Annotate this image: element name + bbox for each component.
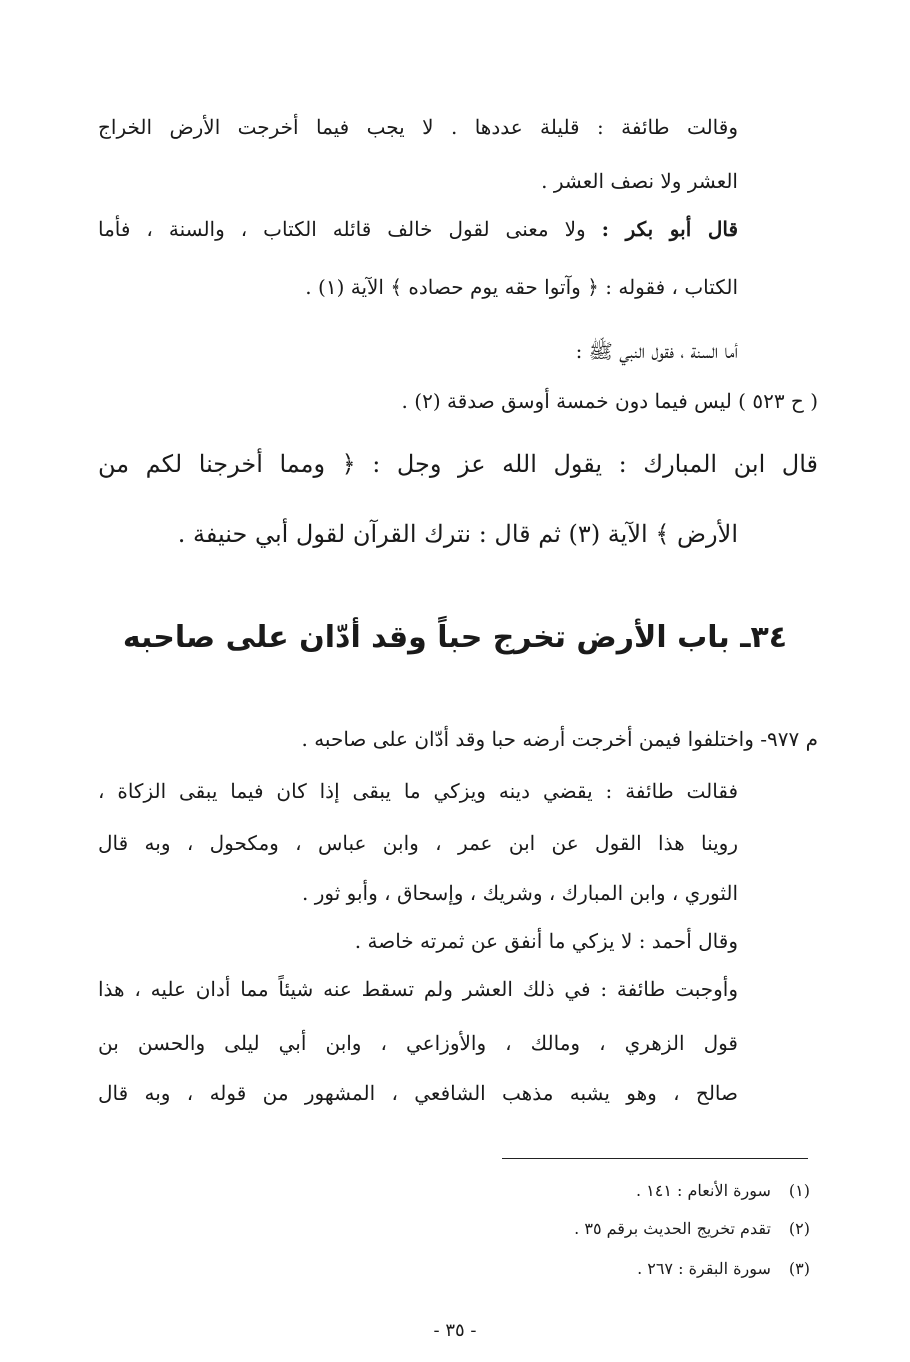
footnote-text: تقدم تخريج الحديث برقم ٣٥ . xyxy=(574,1219,771,1238)
text-line: فقالت طائفة : يقضي دينه ويزكي ما يبقى إذا كان فيما يبقى الزكاة ، xyxy=(98,779,738,803)
text-line: الثوري ، وابن المبارك ، وشريك ، وإسحاق ، وأبو ثور . xyxy=(302,881,738,905)
footnote-number: (١) xyxy=(788,1181,810,1200)
footnote-separator xyxy=(502,1158,808,1159)
abu-bakr-text: ولا معنى لقول خالف قائله الكتاب ، والسنة ، فأما xyxy=(98,217,586,241)
quran-quote-line: قال ابن المبارك : يقول الله عز وجل : ﴿ ومما أخرجنا لكم من xyxy=(98,450,818,478)
text-line-abu-bakr xyxy=(98,214,738,244)
chapter-heading: ٣٤ـ باب الأرض تخرج حباً وقد أدّان على صاحبه xyxy=(122,620,788,655)
page-number: - ٣٥ - xyxy=(433,1320,477,1341)
footnote-item xyxy=(390,1216,810,1242)
text-line: وأوجبت طائفة : في ذلك العشر ولم تسقط عنه شيئاً مما أدان عليه ، هذا xyxy=(98,977,738,1001)
text-line: قول الزهري ، ومالك ، والأوزاعي ، وابن أبي ليلى والحسن بن xyxy=(98,1031,738,1055)
footnote-number: (٣) xyxy=(788,1259,810,1278)
footnote-item xyxy=(390,1256,810,1282)
abu-bakr-label: قال أبو بكر : xyxy=(601,217,739,241)
text-line: الكتاب ، فقوله : ﴿ وآتوا حقه يوم حصاده ﴾ الآية (١) . xyxy=(305,275,738,299)
footnote-item xyxy=(390,1178,810,1204)
footnote-text: سورة البقرة : ٢٦٧ . xyxy=(637,1259,771,1278)
masala-line: م ٩٧٧- واختلفوا فيمن أخرجت أرضه حبا وقد أدّان على صاحبه . xyxy=(301,727,818,751)
footnote-text: سورة الأنعام : ١٤١ . xyxy=(636,1181,771,1200)
text-line: روينا هذا القول عن ابن عمر ، وابن عباس ، ومكحول ، وبه قال xyxy=(98,831,738,855)
quran-quote-line: الأرض ﴾ الآية (٣) ثم قال : نترك القرآن لقول أبي حنيفة . xyxy=(177,520,738,548)
hadith-line: ( ح ٥٢٣ ) ليس فيما دون خمسة أوسق صدقة (٢) . xyxy=(401,389,818,413)
text-line: صالح ، وهو يشبه مذهب الشافعي ، المشهور من قوله ، وبه قال xyxy=(98,1081,738,1105)
footnote-number: (٢) xyxy=(788,1219,810,1238)
text-line: وقالت طائفة : قليلة عددها . لا يجب فيما أخرجت الأرض الخراج xyxy=(98,115,738,139)
text-line: أما السنة ، فقول النبي ﷺ : xyxy=(575,339,738,363)
text-line: العشر ولا نصف العشر . xyxy=(541,169,738,193)
text-line: وقال أحمد : لا يزكي ما أنفق عن ثمرته خاصة . xyxy=(354,929,738,953)
